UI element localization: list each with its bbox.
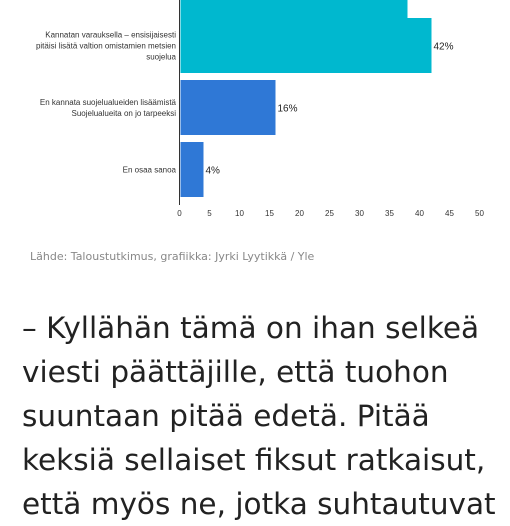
x-tick-label-2: 10	[235, 209, 244, 218]
category-label-1-1: pitäisi lisätä valtion omistamien metsien	[35, 41, 176, 51]
data-label-1: 42%	[433, 41, 454, 53]
category-label-1-0: Kannatan varauksella – ensisijaisesti	[45, 30, 176, 40]
category-label-2-0: En kannata suojelualueiden lisäämistä	[39, 98, 176, 107]
data-label-2: 16%	[277, 103, 298, 115]
bar-1	[181, 18, 432, 73]
x-tick-label-10: 50	[475, 209, 484, 218]
bar-3	[181, 142, 204, 197]
x-tick-label-9: 45	[445, 209, 454, 218]
x-tick-label-1: 5	[207, 209, 212, 218]
category-label-1-2: suojelua	[146, 52, 176, 62]
bar-2	[181, 80, 276, 135]
x-tick-label-3: 15	[265, 209, 274, 218]
x-tick-label-6: 30	[355, 209, 364, 218]
article-paragraph: – Kyllähän tämä on ihan selkeä viesti päättäjille, että tuohon suuntaan pitää edetä. Pitää keksiä sellaiset fiksut ratkaisut, että myös ne, jotka suhtautuvat	[22, 311, 496, 521]
x-tick-label-4: 20	[295, 209, 304, 218]
chart-source: Lähde: Taloustutkimus, grafiikka: Jyrki Lyytikkä / Yle	[30, 250, 315, 263]
x-tick-label-0: 0	[177, 209, 182, 218]
bar-chart	[0, 0, 510, 240]
x-tick-label-7: 35	[385, 209, 394, 218]
data-label-3: 4%	[205, 165, 220, 177]
x-tick-label-5: 25	[325, 209, 334, 218]
x-tick-label-8: 40	[415, 209, 424, 218]
category-label-2-1: Suojelualueita on jo tarpeeksi	[71, 109, 176, 118]
category-label-3-0: En osaa sanoa	[122, 165, 176, 175]
